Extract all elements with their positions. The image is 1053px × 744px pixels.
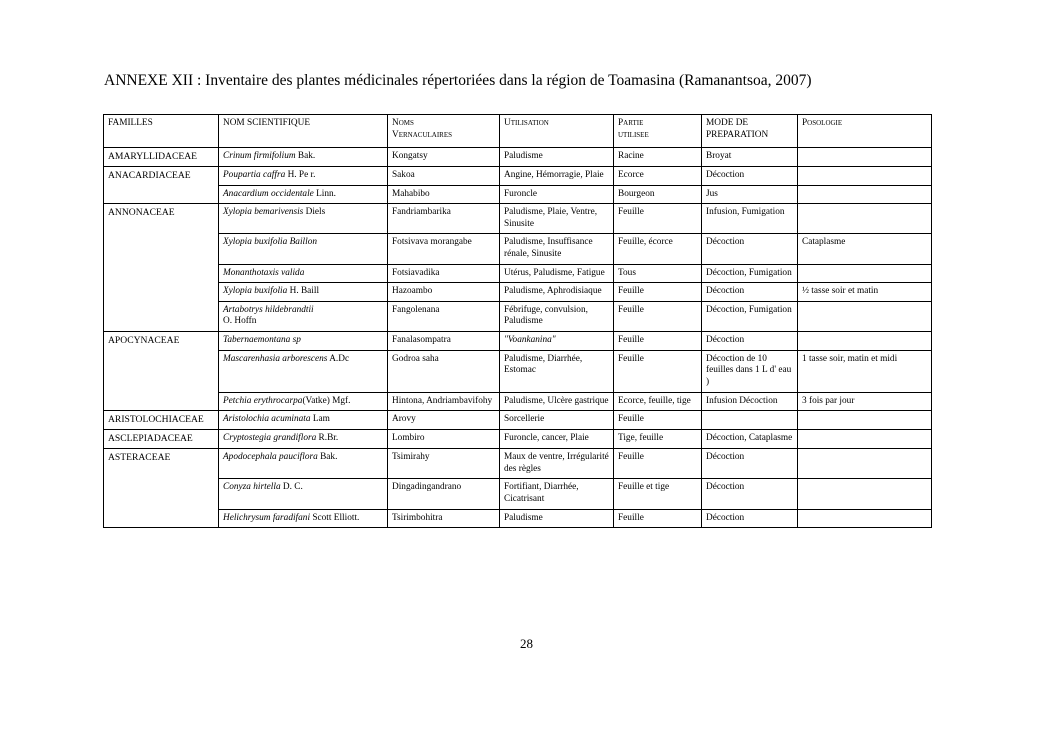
scientific-name-cell (219, 283, 388, 302)
family-cell: AMARYLLIDACEAE (104, 148, 219, 167)
scientific-name-cell (219, 264, 388, 283)
vernacular-cell: Fandriambarika (388, 204, 500, 234)
vernacular-cell: Sakoa (388, 166, 500, 185)
vernacular-cell: Tsirimbohitra (388, 509, 500, 528)
preparation-cell: Décoction (702, 449, 798, 479)
scientific-name-author: O. Hoffn (223, 316, 257, 327)
scientific-name-cell (219, 350, 388, 392)
usage-cell: Paludisme, Ulcère gastrique (500, 392, 614, 411)
part-cell: Tige, feuille (614, 430, 702, 449)
part-cell: Racine (614, 148, 702, 167)
usage-cell: Paludisme, Insuffisance rénale, Sinusite (500, 234, 614, 264)
scientific-name-italic: Cryptostegia grandiflora (223, 433, 317, 444)
preparation-cell (702, 411, 798, 430)
table-header (104, 115, 932, 148)
scientific-name-italic: Mascarenhasia arborescens (223, 353, 328, 364)
part-cell: Ecorce (614, 166, 702, 185)
page-title: ANNEXE XII : Inventaire des plantes médicinales répertoriées dans la région de Toamasina (Ramanantsoa, 2007) (104, 72, 812, 89)
part-cell: Feuille (614, 204, 702, 234)
table-row (104, 166, 932, 185)
family-cell: ASTERACEAE (104, 449, 219, 528)
scientific-name-italic: Xylopia buxifolia Baillon (223, 237, 317, 248)
vernacular-cell: Arovy (388, 411, 500, 430)
usage-cell: Fébrifuge, convulsion, Paludisme (500, 301, 614, 331)
dosage-cell (798, 148, 932, 167)
table-row (104, 332, 932, 351)
scientific-name-cell (219, 148, 388, 167)
dosage-cell (798, 185, 932, 204)
scientific-name-italic: Tabernaemontana sp (223, 335, 301, 346)
usage-cell: Fortifiant, Diarrhée, Cicatrisant (500, 479, 614, 509)
table-row (104, 234, 932, 264)
vernacular-cell: Hazoambo (388, 283, 500, 302)
preparation-cell: Décoction, Cataplasme (702, 430, 798, 449)
family-cell: ANNONACEAE (104, 204, 219, 332)
scientific-name-author: Lam (310, 414, 330, 425)
dosage-cell: 1 tasse soir, matin et midi (798, 350, 932, 392)
preparation-cell: Décoction, Fumigation (702, 301, 798, 331)
part-cell: Feuille (614, 283, 702, 302)
vernacular-cell: Fotsivava morangabe (388, 234, 500, 264)
scientific-name-cell (219, 204, 388, 234)
table-row (104, 479, 932, 509)
scientific-name-italic: Xylopia buxifolia (223, 286, 288, 297)
vernacular-cell: Lombiro (388, 430, 500, 449)
vernacular-cell: Godroa saha (388, 350, 500, 392)
preparation-cell: Décoction (702, 166, 798, 185)
usage-cell: Sorcellerie (500, 411, 614, 430)
dosage-cell (798, 264, 932, 283)
column-header-familles: FAMILLES (104, 115, 219, 148)
dosage-cell (798, 449, 932, 479)
vernacular-cell: Fotsiavadika (388, 264, 500, 283)
usage-cell: Paludisme (500, 509, 614, 528)
dosage-cell (798, 301, 932, 331)
noms-vernaculaires-line1: Noms (392, 118, 414, 128)
scientific-name-cell (219, 411, 388, 430)
scientific-name-author: R.Br. (316, 433, 339, 444)
table-row (104, 301, 932, 331)
dosage-cell (798, 332, 932, 351)
scientific-name-author: Diels (303, 207, 326, 218)
table-row (104, 449, 932, 479)
table-header-row (104, 115, 932, 148)
part-cell: Feuille et tige (614, 479, 702, 509)
scientific-name-author: Linn. (313, 188, 337, 199)
table-row (104, 283, 932, 302)
dosage-cell (798, 166, 932, 185)
preparation-cell: Infusion Décoction (702, 392, 798, 411)
usage-cell: Furoncle, cancer, Plaie (500, 430, 614, 449)
scientific-name-cell (219, 185, 388, 204)
dosage-cell (798, 430, 932, 449)
scientific-name-italic: Monanthotaxis valida (223, 267, 305, 278)
scientific-name-italic: Anacardium occidentale (223, 188, 314, 199)
vernacular-cell: Hintona, Andriambavifohy (388, 392, 500, 411)
usage-cell: Paludisme, Diarrhée, Estomac (500, 350, 614, 392)
partie-line2: utilisee (618, 129, 649, 140)
dosage-cell (798, 509, 932, 528)
family-cell: ARISTOLOCHIACEAE (104, 411, 219, 430)
scientific-name-cell (219, 301, 388, 331)
scientific-name-italic: Xylopia bemarivensis (223, 207, 304, 218)
scientific-name-cell (219, 449, 388, 479)
noms-vernaculaires-line2: Vernaculaires (392, 129, 452, 140)
scientific-name-italic: Aristolochia acuminata (223, 414, 311, 425)
scientific-name-italic: Conyza hirtella (223, 482, 281, 493)
column-header-posologie: Posologie (798, 115, 932, 148)
page-number: 28 (520, 636, 533, 651)
table-row (104, 392, 932, 411)
vernacular-cell: Tsimirahy (388, 449, 500, 479)
vernacular-cell: Mahabibo (388, 185, 500, 204)
scientific-name-cell (219, 392, 388, 411)
table-body (104, 148, 932, 528)
family-cell: APOCYNACEAE (104, 332, 219, 411)
preparation-cell: Décoction (702, 509, 798, 528)
usage-cell: Angine, Hémorragie, Plaie (500, 166, 614, 185)
vernacular-cell: Fanalasompatra (388, 332, 500, 351)
scientific-name-author: A.Dc (327, 353, 350, 364)
dosage-cell (798, 204, 932, 234)
usage-cell: Furoncle (500, 185, 614, 204)
preparation-cell: Décoction (702, 283, 798, 302)
preparation-cell: Décoction (702, 479, 798, 509)
table-row (104, 509, 932, 528)
dosage-cell: Cataplasme (798, 234, 932, 264)
part-cell: Feuille (614, 509, 702, 528)
scientific-name-author: Scott Elliott. (310, 512, 360, 523)
column-header-noms-vernaculaires (388, 115, 500, 148)
column-header-partie-utilisee (614, 115, 702, 148)
table-row (104, 430, 932, 449)
dosage-cell (798, 411, 932, 430)
scientific-name-italic: Helichrysum faradifani (223, 512, 311, 523)
usage-cell: Maux de ventre, Irrégularité des règles (500, 449, 614, 479)
scientific-name-italic: Apodocephala pauciflora (223, 452, 318, 463)
part-cell: Bourgeon (614, 185, 702, 204)
usage-cell: Paludisme (500, 148, 614, 167)
scientific-name-italic: Artabotrys hildebrandtii (223, 304, 314, 315)
part-cell: Tous (614, 264, 702, 283)
usage-cell: Paludisme, Plaie, Ventre, Sinusite (500, 204, 614, 234)
part-cell: Feuille (614, 301, 702, 331)
table-row (104, 204, 932, 234)
preparation-cell: Décoction de 10 feuilles dans 1 L d' eau ) (702, 350, 798, 392)
scientific-name-cell (219, 479, 388, 509)
usage-cell: Paludisme, Aphrodisiaque (500, 283, 614, 302)
scientific-name-italic: Poupartia caffra (223, 169, 286, 180)
scientific-name-cell (219, 509, 388, 528)
part-cell: Feuille (614, 449, 702, 479)
scientific-name-cell (219, 430, 388, 449)
scientific-name-italic: Petchia erythrocarpa (223, 395, 303, 406)
mode-line1: MODE DE (706, 118, 749, 128)
scientific-name-author: (Vatke) Mgf. (302, 395, 351, 406)
table-row (104, 411, 932, 430)
family-cell: ASCLEPIADACEAE (104, 430, 219, 449)
scientific-name-author: H. Baill (287, 286, 320, 297)
preparation-cell: Infusion, Fumigation (702, 204, 798, 234)
mode-line2: PREPARATION (706, 129, 769, 140)
column-header-utilisation: Utilisation (500, 115, 614, 148)
usage-cell: Utérus, Paludisme, Fatigue (500, 264, 614, 283)
usage-cell: "Voankanina" (500, 332, 614, 351)
table-row (104, 185, 932, 204)
preparation-cell: Broyat (702, 148, 798, 167)
dosage-cell: ½ tasse soir et matin (798, 283, 932, 302)
vernacular-cell: Fangolenana (388, 301, 500, 331)
preparation-cell: Jus (702, 185, 798, 204)
table-row (104, 148, 932, 167)
table-row (104, 350, 932, 392)
part-cell: Feuille (614, 332, 702, 351)
part-cell: Feuille (614, 411, 702, 430)
scientific-name-italic: Crinum firmifolium (223, 151, 296, 161)
part-cell: Ecorce, feuille, tige (614, 392, 702, 411)
column-header-nom-scientifique: NOM SCIENTIFIQUE (219, 115, 388, 148)
part-cell: Feuille, écorce (614, 234, 702, 264)
scientific-name-author: H. Pe r. (285, 169, 316, 180)
inventory-table (103, 114, 932, 528)
scientific-name-author: Bak. (295, 151, 316, 161)
scientific-name-cell (219, 166, 388, 185)
dosage-cell (798, 479, 932, 509)
scientific-name-author: Bak. (317, 452, 338, 463)
family-cell: ANACARDIACEAE (104, 166, 219, 203)
vernacular-cell: Kongatsy (388, 148, 500, 167)
scientific-name-cell (219, 234, 388, 264)
dosage-cell: 3 fois par jour (798, 392, 932, 411)
column-header-mode-preparation (702, 115, 798, 148)
vernacular-cell: Dingadingandrano (388, 479, 500, 509)
part-cell: Feuille (614, 350, 702, 392)
preparation-cell: Décoction (702, 332, 798, 351)
preparation-cell: Décoction (702, 234, 798, 264)
table-row (104, 264, 932, 283)
scientific-name-cell (219, 332, 388, 351)
partie-line1: Partie (618, 118, 644, 128)
scientific-name-author: D. C. (280, 482, 303, 493)
preparation-cell: Décoction, Fumigation (702, 264, 798, 283)
